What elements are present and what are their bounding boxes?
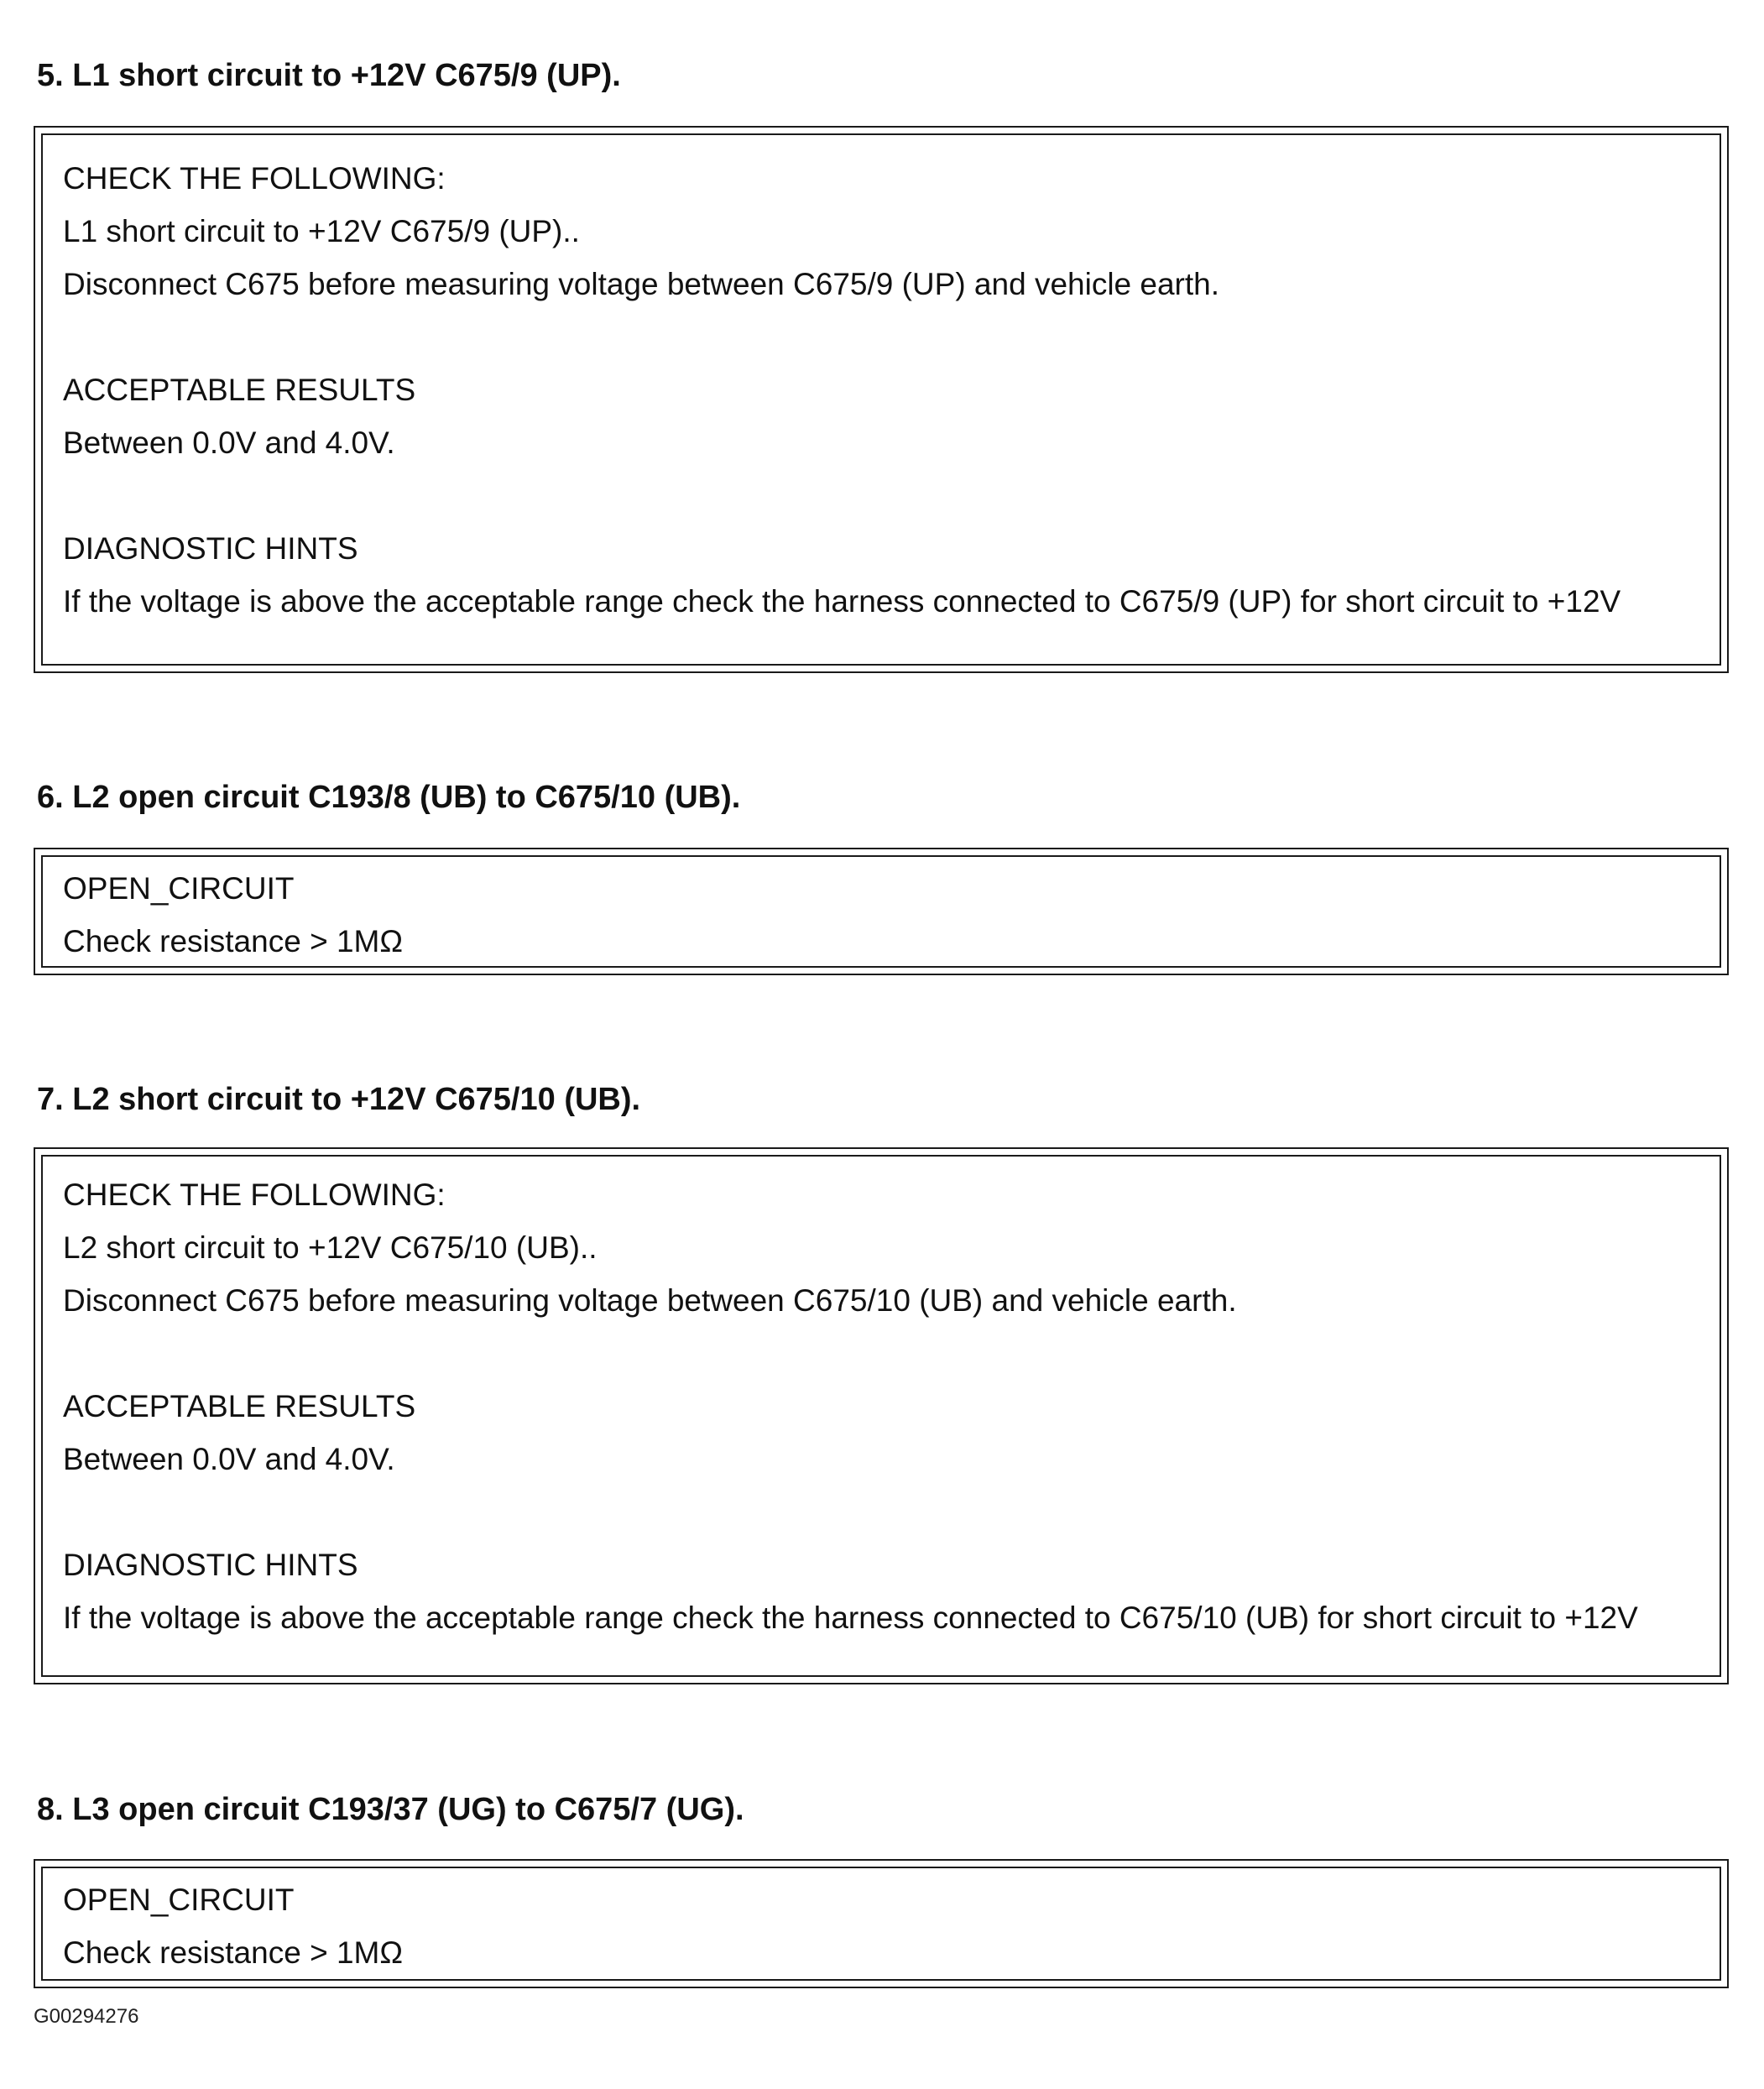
spacer [63, 1486, 1699, 1538]
acceptable-results-label: ACCEPTABLE RESULTS [63, 373, 416, 407]
spacer [63, 469, 1699, 522]
check-item: L1 short circuit to +12V C675/9 (UP).. [63, 214, 580, 248]
section-7-check-box-inner [41, 1155, 1721, 1677]
check-resistance-text: Check resistance > 1MΩ [63, 1935, 404, 1970]
check-following-label: CHECK THE FOLLOWING: [63, 161, 446, 196]
section-6-open-circuit-box-inner [41, 855, 1721, 968]
spacer [63, 311, 1699, 363]
open-circuit-label: OPEN_CIRCUIT [63, 1883, 295, 1917]
figure-id: G00294276 [34, 2005, 139, 2028]
acceptable-results-label: ACCEPTABLE RESULTS [63, 1389, 416, 1423]
check-following-label: CHECK THE FOLLOWING: [63, 1178, 446, 1212]
diagnostic-hints-text: If the voltage is above the acceptable range check the harness connected to C675/9 (UP) for short circuit to +12V [63, 584, 1621, 619]
section-7-heading: 7. L2 short circuit to +12V C675/10 (UB). [37, 1082, 641, 1117]
acceptable-results-value: Between 0.0V and 4.0V. [63, 426, 395, 460]
section-8-heading: 8. L3 open circuit C193/37 (UG) to C675/7 (UG). [37, 1792, 744, 1827]
acceptable-results-value: Between 0.0V and 4.0V. [63, 1442, 395, 1476]
diagnostic-hints-text: If the voltage is above the acceptable range check the harness connected to C675/10 (UB) for short circuit to +12V [63, 1601, 1638, 1635]
section-8-open-circuit-box-inner [41, 1867, 1721, 1981]
diagnostic-hints-label: DIAGNOSTIC HINTS [63, 531, 358, 566]
diagnostic-hints-label: DIAGNOSTIC HINTS [63, 1548, 358, 1582]
section-6-open-circuit-box [34, 848, 1729, 975]
section-8-open-circuit-box [34, 1859, 1729, 1988]
section-6-heading: 6. L2 open circuit C193/8 (UB) to C675/10 (UB). [37, 780, 741, 815]
spacer [63, 1327, 1699, 1380]
section-5-check-box-inner [41, 133, 1721, 666]
check-instruction: Disconnect C675 before measuring voltage between C675/9 (UP) and vehicle earth. [63, 267, 1220, 301]
check-instruction: Disconnect C675 before measuring voltage between C675/10 (UB) and vehicle earth. [63, 1283, 1237, 1318]
section-7-check-box [34, 1147, 1729, 1684]
section-5-check-box [34, 126, 1729, 673]
section-5-heading: 5. L1 short circuit to +12V C675/9 (UP). [37, 58, 621, 93]
open-circuit-label: OPEN_CIRCUIT [63, 871, 295, 906]
check-resistance-text: Check resistance > 1MΩ [63, 924, 404, 958]
check-item: L2 short circuit to +12V C675/10 (UB).. [63, 1230, 598, 1265]
